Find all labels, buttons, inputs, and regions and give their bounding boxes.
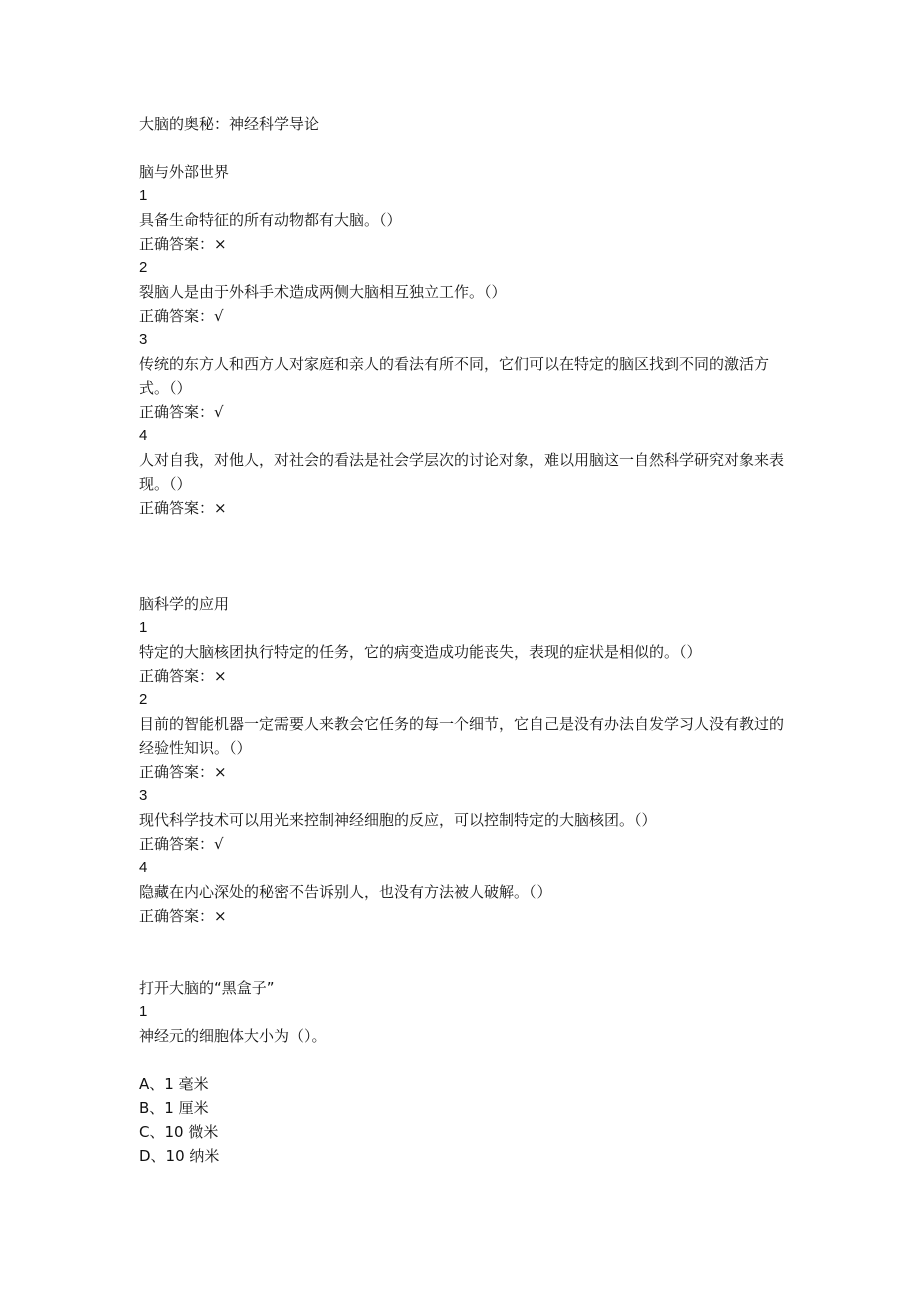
spacer bbox=[139, 928, 789, 976]
answer-text: 正确答案：× bbox=[139, 499, 227, 517]
question-item bbox=[139, 688, 789, 784]
spacer bbox=[139, 520, 789, 592]
option-item: A、1 毫米 bbox=[139, 1075, 209, 1093]
question-item bbox=[139, 328, 789, 424]
question-number: 4 bbox=[139, 859, 148, 876]
question-text: 裂脑人是由于外科手术造成两侧大脑相互独立工作。（） bbox=[139, 283, 507, 301]
option-item: D、10 纳米 bbox=[139, 1147, 220, 1165]
answer-text: 正确答案：× bbox=[139, 763, 227, 781]
question-item bbox=[139, 184, 789, 256]
question-number: 3 bbox=[139, 787, 148, 804]
document-title: 大脑的奥秘：神经科学导论 bbox=[139, 115, 320, 133]
question-item bbox=[139, 256, 789, 328]
section-black-box bbox=[139, 976, 789, 1168]
question-text: 传统的东方人和西方人对家庭和亲人的看法有所不同，它们可以在特定的脑区找到不同的激活方式。（） bbox=[139, 355, 770, 397]
question-item bbox=[139, 784, 789, 856]
section-title: 脑与外部世界 bbox=[139, 163, 230, 181]
question-text: 现代科学技术可以用光来控制神经细胞的反应，可以控制特定的大脑核团。（） bbox=[139, 811, 657, 829]
question-text: 神经元的细胞体大小为（）。 bbox=[139, 1027, 327, 1045]
answer-text: 正确答案：× bbox=[139, 907, 227, 925]
question-item bbox=[139, 616, 789, 688]
answer-text: 正确答案：√ bbox=[139, 403, 224, 421]
question-text: 人对自我，对他人，对社会的看法是社会学层次的讨论对象，难以用脑这一自然科学研究对象来表现。（） bbox=[139, 451, 785, 493]
answer-text: 正确答案：× bbox=[139, 235, 227, 253]
option-list bbox=[139, 1072, 789, 1168]
question-item bbox=[139, 424, 789, 520]
section-brain-and-world bbox=[139, 160, 789, 520]
section-title: 脑科学的应用 bbox=[139, 595, 230, 613]
question-item bbox=[139, 1000, 789, 1168]
question-number: 3 bbox=[139, 331, 148, 348]
document-page bbox=[139, 112, 789, 1168]
question-number: 4 bbox=[139, 427, 148, 444]
question-number: 2 bbox=[139, 259, 148, 276]
question-number: 1 bbox=[139, 1003, 148, 1020]
option-item: C、10 微米 bbox=[139, 1123, 219, 1141]
question-number: 1 bbox=[139, 187, 148, 204]
section-brain-science-applications bbox=[139, 592, 789, 928]
question-text: 具备生命特征的所有动物都有大脑。（） bbox=[139, 211, 402, 229]
question-text: 特定的大脑核团执行特定的任务，它的病变造成功能丧失，表现的症状是相似的。（） bbox=[139, 643, 702, 661]
section-title: 打开大脑的“黑盒子” bbox=[139, 979, 275, 997]
question-number: 1 bbox=[139, 619, 148, 636]
question-text: 目前的智能机器一定需要人来教会它任务的每一个细节，它自己是没有办法自发学习人没有教过的经验性知识。（） bbox=[139, 715, 785, 757]
question-text: 隐藏在内心深处的秘密不告诉别人，也没有方法被人破解。（） bbox=[139, 883, 552, 901]
answer-text: 正确答案：√ bbox=[139, 835, 224, 853]
question-item bbox=[139, 856, 789, 928]
spacer bbox=[139, 1048, 789, 1072]
answer-text: 正确答案：√ bbox=[139, 307, 224, 325]
answer-text: 正确答案：× bbox=[139, 667, 227, 685]
option-item: B、1 厘米 bbox=[139, 1099, 209, 1117]
spacer bbox=[139, 136, 789, 160]
question-number: 2 bbox=[139, 691, 148, 708]
